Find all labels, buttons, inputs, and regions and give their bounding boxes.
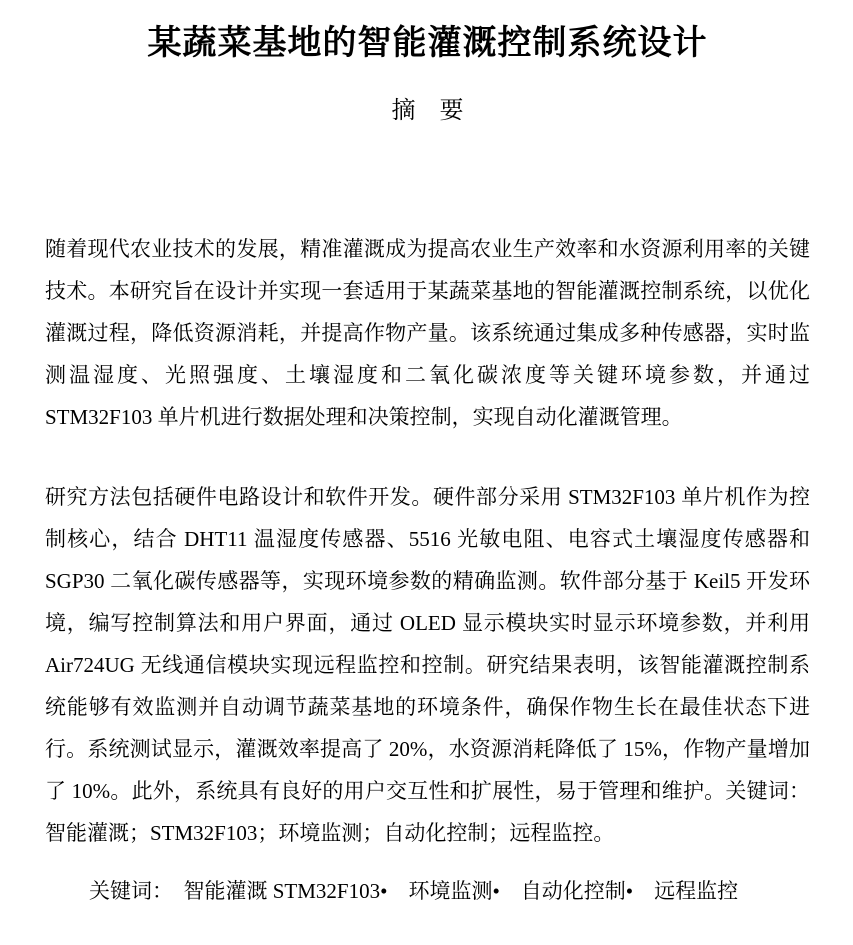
document-title: 某蔬菜基地的智能灌溉控制系统设计 — [147, 24, 708, 62]
abstract-heading: 摘 要 — [391, 96, 464, 124]
abstract-paragraph-1: 随着现代农业技术的发展，精准灌溉成为提高农业生产效率和水资源利用率的关键技术。本研究旨在设计并实现一套适用于某蔬菜基地的智能灌溉控制系统，以优化灌溉过程，降低资源消耗，并提高作物产量。该系统通过集成多种传感器，实时监测温湿度、光照强度、土壤湿度和二氧化碳浓度等关键环境参数，并通过 STM32F103 单片机进行数据处理和决策控制，实现自动化灌溉管理。 — [45, 236, 810, 429]
keywords-line: 关键词： 智能灌溉 STM32F103• 环境监测• 自动化控制• 远程监控 — [89, 878, 739, 903]
abstract-paragraph-2: 研究方法包括硬件电路设计和软件开发。硬件部分采用 STM32F103 单片机作为控制核心，结合 DHT11 温湿度传感器、5516 光敏电阻、电容式土壤湿度传感器和 SGP30 二氧化碳传感器等，实现环境参数的精确监测。软件部分基于 Keil5 开发环境，编写控制算法和用户界面，通过 OLED 显示模块实时显示环境参数，并利用 Air724UG 无线通信模块实现远程监控和控制。研究结果表明，该智能灌溉控制系统能够有效监测并自动调节蔬菜基地的环境条件，确保作物生长在最佳状态下进行。系统测试显示，灌溉效率提高了 20%，水资源消耗降低了 15%，作物产量增加了 10%。此外，系统具有良好的用户交互性和扩展性，易于管理和维护。关键词：智能灌溉；STM32F103；环境监测；自动化控制；远程监控。 — [45, 484, 810, 845]
